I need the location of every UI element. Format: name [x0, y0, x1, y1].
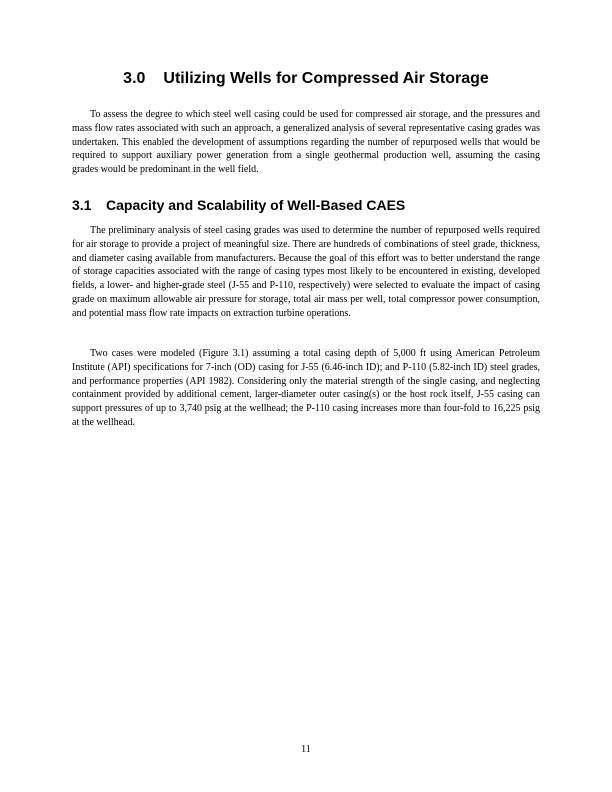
body-paragraph: Two cases were modeled (Figure 3.1) assuming a total casing depth of 5,000 ft using American Petroleum Institute (API) specifications for 7-inch (OD) casing for J-55 (6.46-inch ID); and P-110 (5.82-inch ID) steel grades, and performance properties (API 1982). Considering only the material strength of the single casing, and neglecting containment provided by additional cement, larger-diameter outer casing(s) or the host rock itself, J-55 casing can support pressures of up to 3,740 psig at the wellhead; the P-110 casing increases more than four-fold to 16,225 psig at the wellhead.: [72, 348, 540, 428]
body-paragraph: To assess the degree to which steel well casing could be used for compressed air storage, and the pressures and mass flow rates associated with such an approach, a generalized analysis of several representative casing grades was undertaken. This enabled the development of assumptions regarding the number of repurposed wells that would be required to support auxiliary power generation from a single geothermal production well, assuming the casing grades would be predominant in the well field.: [72, 109, 540, 176]
section-heading: [72, 195, 405, 215]
page-number: 11: [301, 744, 311, 755]
chapter-number: 3.0: [123, 70, 146, 87]
body-paragraph: The preliminary analysis of steel casing grades was used to determine the number of repurposed wells required for air storage to provide a project of meaningful size. There are hundreds of combinations of steel grade, thickness, and diameter casing available from manufacturers. Because the goal of this effort was to better understand the range of storage capacities associated with the range of casing types most likely to be encountered in existing, developed fields, a lower- and higher-grade steel (J-55 and P-110, respectively) were selected to evaluate the impact of casing grade on maximum allowable air pressure for storage, total air mass per well, total compressor power consumption, and potential mass flow rate impacts on extraction turbine operations.: [72, 225, 540, 319]
section-title: Capacity and Scalability of Well-Based CAES: [106, 197, 406, 213]
section-number: 3.1: [72, 197, 92, 213]
chapter-title: Utilizing Wells for Compressed Air Storage: [163, 70, 489, 87]
chapter-heading: [72, 66, 540, 92]
